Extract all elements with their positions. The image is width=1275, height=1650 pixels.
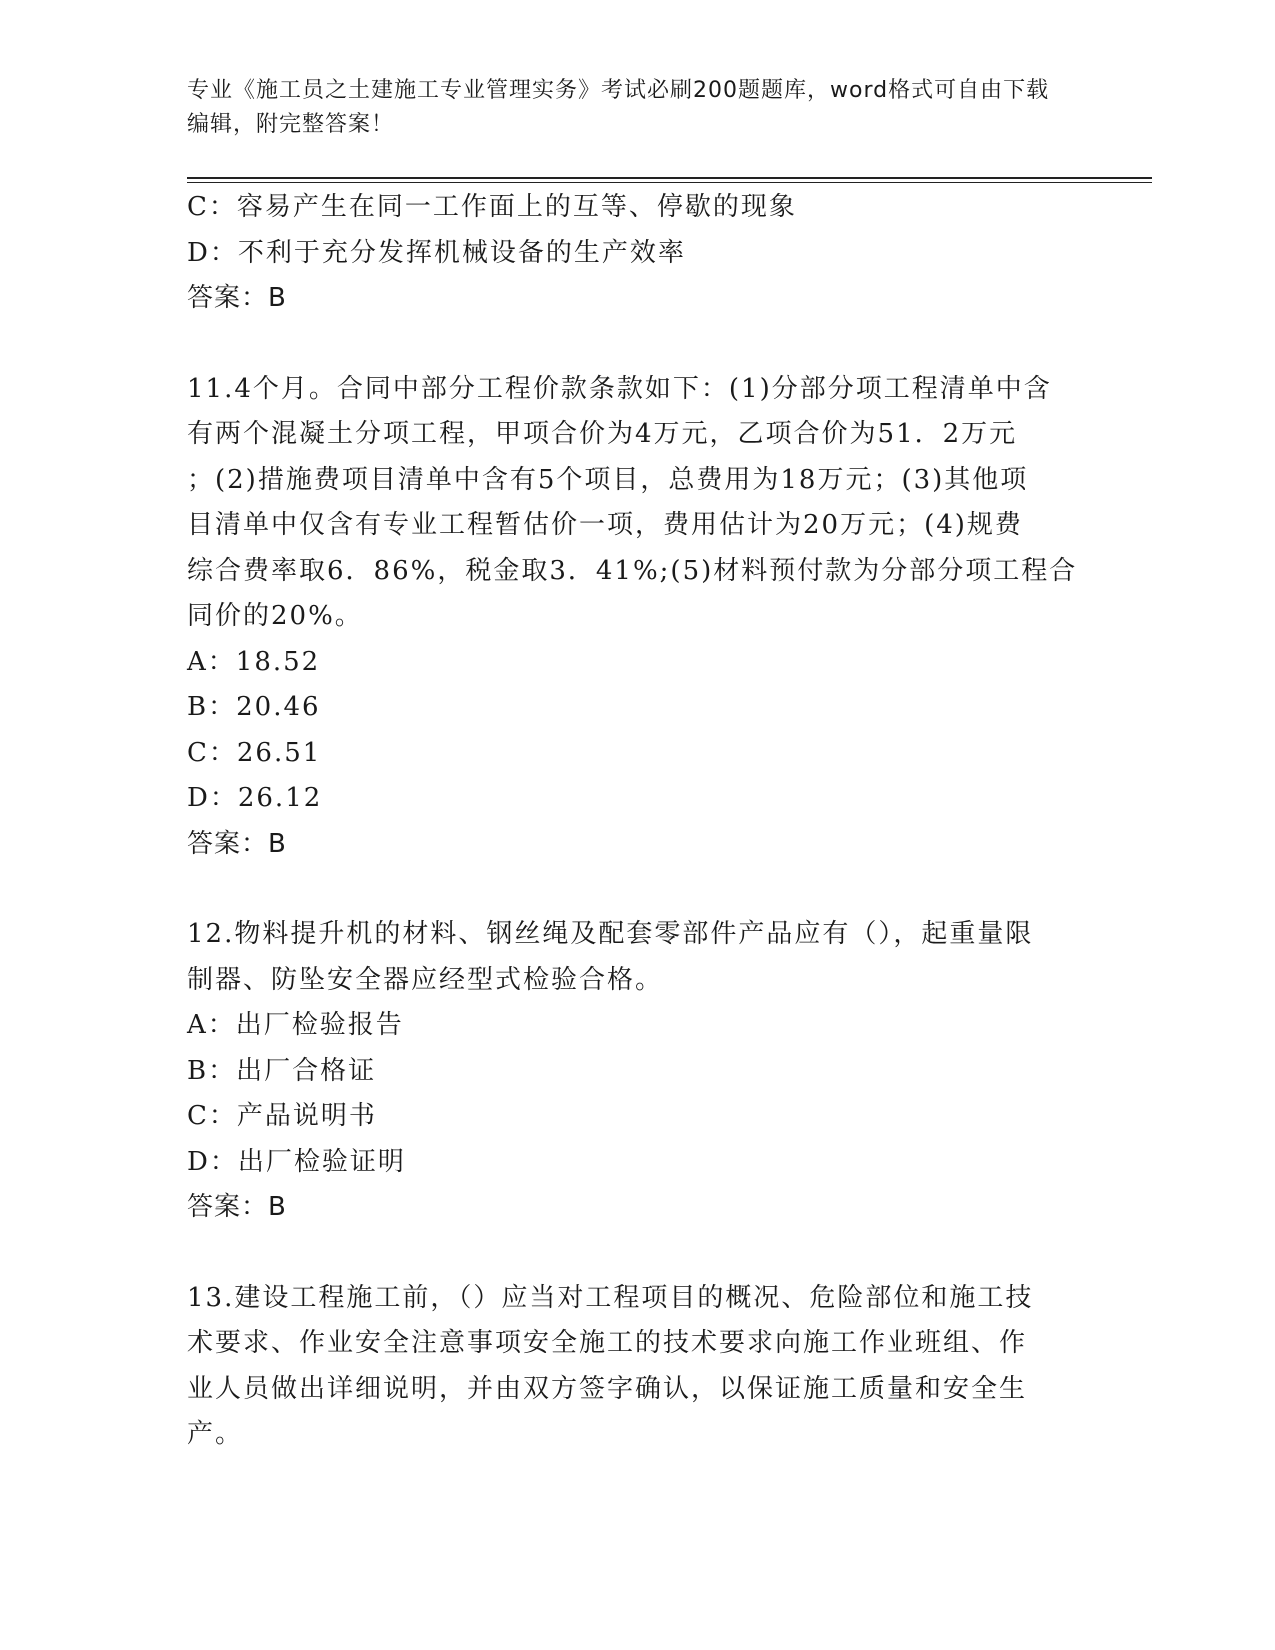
question-text-line: 综合费率取6．86%，税金取3．41%;(5)材料预付款为分部分项工程合	[187, 555, 1078, 586]
question-text-line: 业人员做出详细说明，并由双方签字确认，以保证施工质量和安全生	[187, 1373, 1028, 1404]
question-12	[187, 912, 1087, 1231]
question-13	[187, 1276, 1087, 1458]
question-11	[187, 367, 1087, 868]
question-text-line: 有两个混凝土分项工程，甲项合价为4万元，乙项合价为51．2万元	[187, 419, 1018, 449]
option-c: C：26.51	[187, 737, 322, 768]
question-text-line: 11.4个月。合同中部分工程价款条款如下：(1)分部分项工程清单中含	[187, 373, 1052, 404]
option-d: D：出厂检验证明	[187, 1146, 406, 1177]
document-header: 专业《施工员之土建施工专业管理实务》考试必刷200题题库，word格式可自由下载编辑，附完整答案！	[187, 78, 1050, 137]
question-text-line: 13.建设工程施工前，（）应当对工程项目的概况、危险部位和施工技	[187, 1282, 1034, 1313]
question-text-line: 目清单中仅含有专业工程暂估价一项，费用估计为20万元；(4)规费	[187, 510, 1023, 540]
answer: 答案：B	[187, 828, 287, 859]
option-a: A：出厂检验报告	[187, 1010, 404, 1040]
option-c: C：容易产生在同一工作面上的互等、停歇的现象	[187, 192, 797, 222]
option-a: A：18.52	[187, 646, 321, 677]
option-b: B：出厂合格证	[187, 1055, 377, 1086]
option-d: D：26.12	[187, 783, 323, 813]
header-rule-thin	[187, 182, 1152, 183]
question-text-line: 制器、防坠安全器应经型式检验合格。	[187, 964, 664, 995]
question-text-line: 产。	[187, 1419, 244, 1449]
question-text-line: 12.物料提升机的材料、钢丝绳及配套零部件产品应有（），起重量限	[187, 919, 1034, 949]
question-text-line: ；(2)措施费项目清单中含有5个项目，总费用为18万元；(3)其他项	[187, 464, 1029, 495]
header-rule-thick	[187, 177, 1152, 179]
answer: 答案：B	[187, 283, 287, 313]
answer: 答案：B	[187, 1192, 287, 1222]
question-text-line: 术要求、作业安全注意事项安全施工的技术要求向施工作业班组、作	[187, 1328, 1028, 1358]
option-b: B：20.46	[187, 692, 321, 722]
question-text-line: 同价的20%。	[187, 601, 363, 631]
option-c: C：产品说明书	[187, 1101, 377, 1131]
option-d: D：不利于充分发挥机械设备的生产效率	[187, 237, 686, 268]
question-content	[187, 185, 1087, 1458]
